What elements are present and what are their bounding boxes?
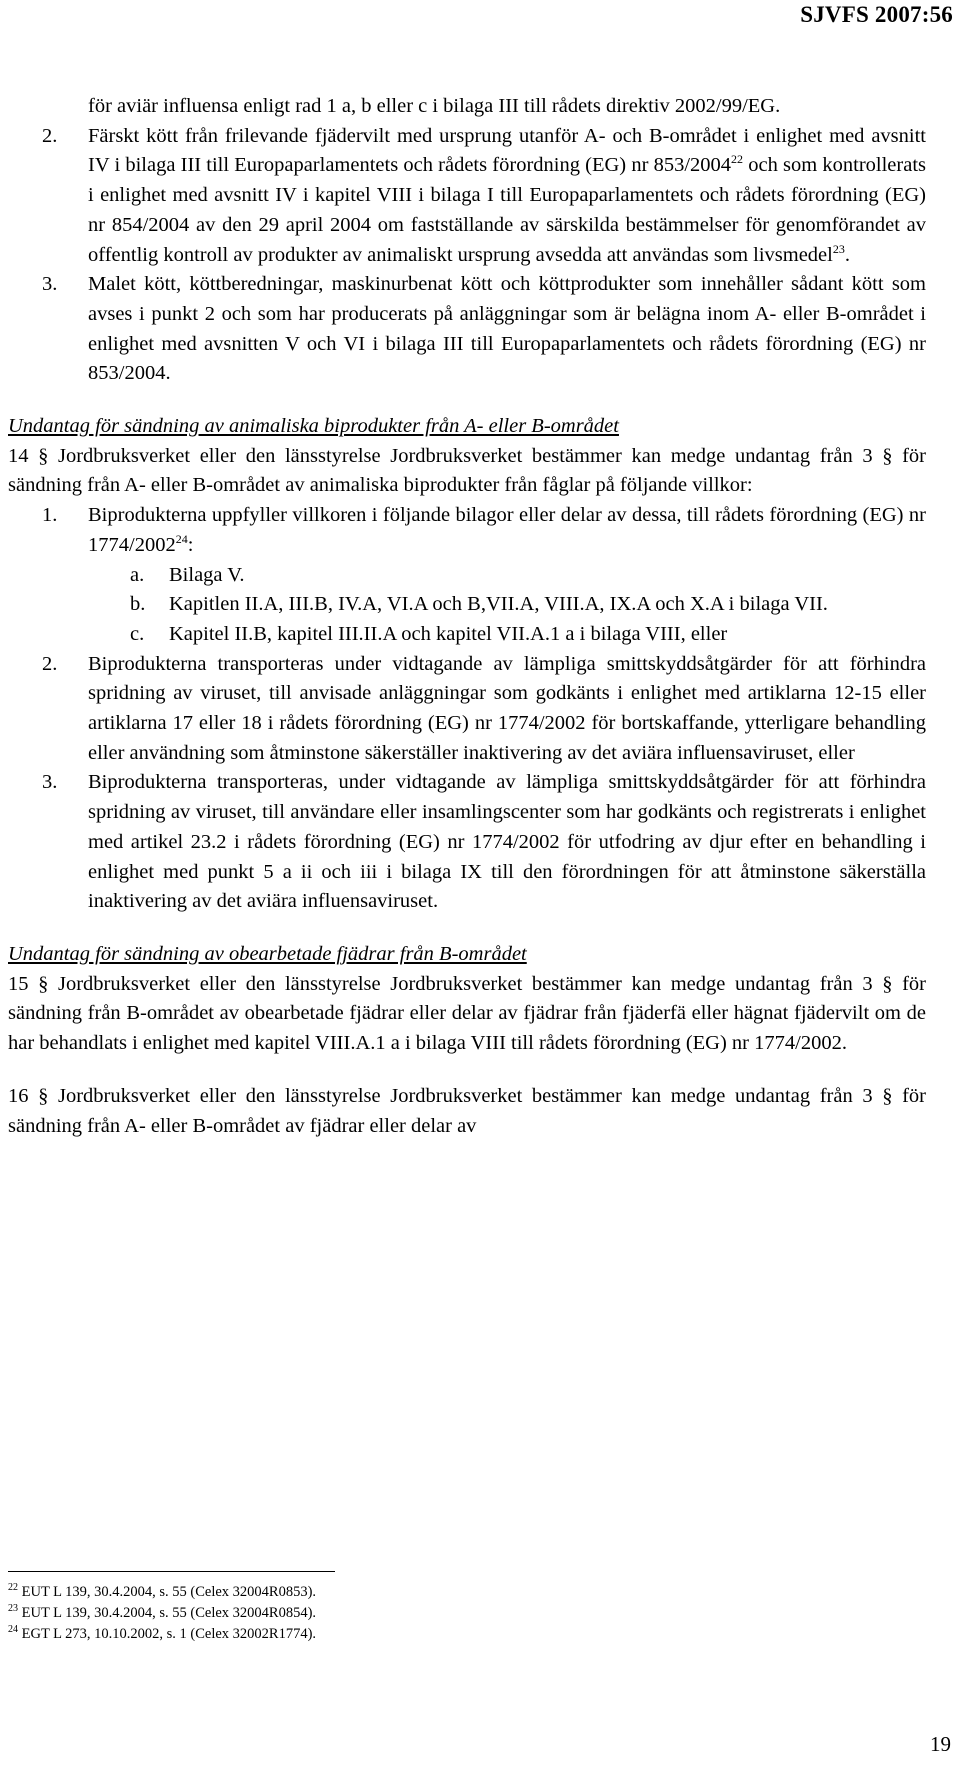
document-body bbox=[8, 92, 926, 1141]
footnote: $^{22}$ EUT L 139, 30.4.2004, s. 55 (Celex 32004R0853). bbox=[8, 1582, 317, 1600]
list-item-2: 2. Färskt kött från frilevande fjädervilt med ursprung utanför A- och B-området i enlighet med avsnitt IV i bilaga III till Europaparlamentets och rådets förordning (EG) nr 853/2004$^{22}$ och som kontrollerats i enlighet med avsnitt IV i kapitel VIII i bilaga I till Europaparlamentets och rådets förordning (EG) nr 854/2004 av den 29 april 2004 om fastställande av särskilda bestämmelser för genomförandet av offentlig kontroll av produkter av animaliskt ursprung avsedda att användas som livsmedel$^{23}$. bbox=[8, 122, 926, 271]
footnote: $^{24}$ EGT L 273, 10.10.2002, s. 1 (Celex 32002R1774). bbox=[8, 1624, 317, 1642]
list-number: 3. bbox=[42, 771, 58, 794]
section-15-text: 15 § Jordbruksverket eller den länsstyrelse Jordbruksverket bestämmer kan medge undantag från 3 § för sändning från B-området av obearbetade fjädrar eller delar av fjädrar från fjäderfä eller hägnat fjädervilt om de har behandlats i enlighet med kapitel VIII.A.1 a i bilaga VIII till rådets förordning (EG) nr 1774/2002. bbox=[8, 972, 926, 1055]
page-number: 19 bbox=[930, 1732, 951, 1756]
footnote-ref: 24 bbox=[175, 531, 188, 546]
list-number: 1. bbox=[42, 504, 58, 527]
list-item-3: 3. Malet kött, köttberedningar, maskinurbenat kött och köttprodukter som innehåller sådant kött som avses i punkt 2 och som har producerats på anläggningar som är belägna inom A- eller B-området i enlighet med avsnitten V och VI i bilaga III till Europaparlamentets och rådets förordning (EG) nr 853/2004. bbox=[8, 270, 926, 389]
list-number: 2. bbox=[42, 124, 58, 147]
condition-item-3: 3. Biprodukterna transporteras, under vidtagande av lämpliga smittskyddsåtgärder för att förhindra spridning av viruset, till användare eller insamlingscenter som har godkänts och registrerats i enlighet med artikel 23.2 i rådets förordning (EG) nr 1774/2002 för utfodring av djur efter en behandling i enlighet med punkt 5 a ii och iii i bilaga IX till den förordningen för att åtminstone säkerställa inaktivering av det aviära influensaviruset. bbox=[8, 768, 926, 917]
list-number: 3. bbox=[42, 273, 58, 296]
footnote-ref: 23 bbox=[832, 241, 845, 256]
section-14-intro: 14 § Jordbruksverket eller den länsstyrelse Jordbruksverket bestämmer kan medge undantag från 3 § för sändning från A- eller B-området av animaliska biprodukter från fåglar på följande villkor: bbox=[8, 444, 926, 497]
continuation-text: för aviär influensa enligt rad 1 a, b eller c i bilaga III till rådets direktiv 2002/99/EG. bbox=[88, 95, 781, 117]
condition-item-2: 2. Biprodukterna transporteras under vidtagande av lämpliga smittskyddsåtgärder för att förhindra spridning av viruset, till anvisade anläggningar som godkänts i enlighet med artiklarna 12-15 eller artiklarna 17 eller 18 i rådets förordning (EG) nr 1774/2002 för bortskaffande, ytterligare behandling eller användning som åtminstone säkerställer inaktivering av det aviära influensaviruset, eller bbox=[8, 650, 926, 769]
section-16-text: 16 § Jordbruksverket eller den länsstyrelse Jordbruksverket bestämmer kan medge undantag från 3 § för sändning från A- eller B-området av fjädrar eller delar av bbox=[8, 1084, 926, 1137]
footnotes bbox=[8, 1582, 316, 1645]
footnote-divider bbox=[8, 1571, 335, 1572]
document-id-header: SJVFS 2007:56 bbox=[800, 2, 953, 27]
section-heading: Undantag för sändning av obearbetade fjädrar från B-området bbox=[8, 942, 527, 965]
condition-item-1: 1. Biprodukterna uppfyller villkoren i följande bilagor eller delar av dessa, till rådets förordning (EG) nr 1774/2002$^{24}$: bbox=[8, 501, 926, 560]
sub-item-b: b. Kapitlen II.A, III.B, IV.A, VI.A och B,VII.A, VIII.A, IX.A och X.A i bilaga VII. bbox=[130, 593, 828, 616]
footnote: $^{23}$ EUT L 139, 30.4.2004, s. 55 (Celex 32004R0854). bbox=[8, 1603, 317, 1621]
list-number: 2. bbox=[42, 652, 58, 675]
section-heading: Undantag för sändning av animaliska biprodukter från A- eller B-området bbox=[8, 415, 619, 438]
sub-item-a: a. Bilaga V. bbox=[130, 563, 245, 586]
footnote-ref: 22 bbox=[731, 152, 744, 167]
sub-item-c: c. Kapitel II.B, kapitel III.II.A och kapitel VII.A.1 a i bilaga VIII, eller bbox=[130, 622, 728, 645]
